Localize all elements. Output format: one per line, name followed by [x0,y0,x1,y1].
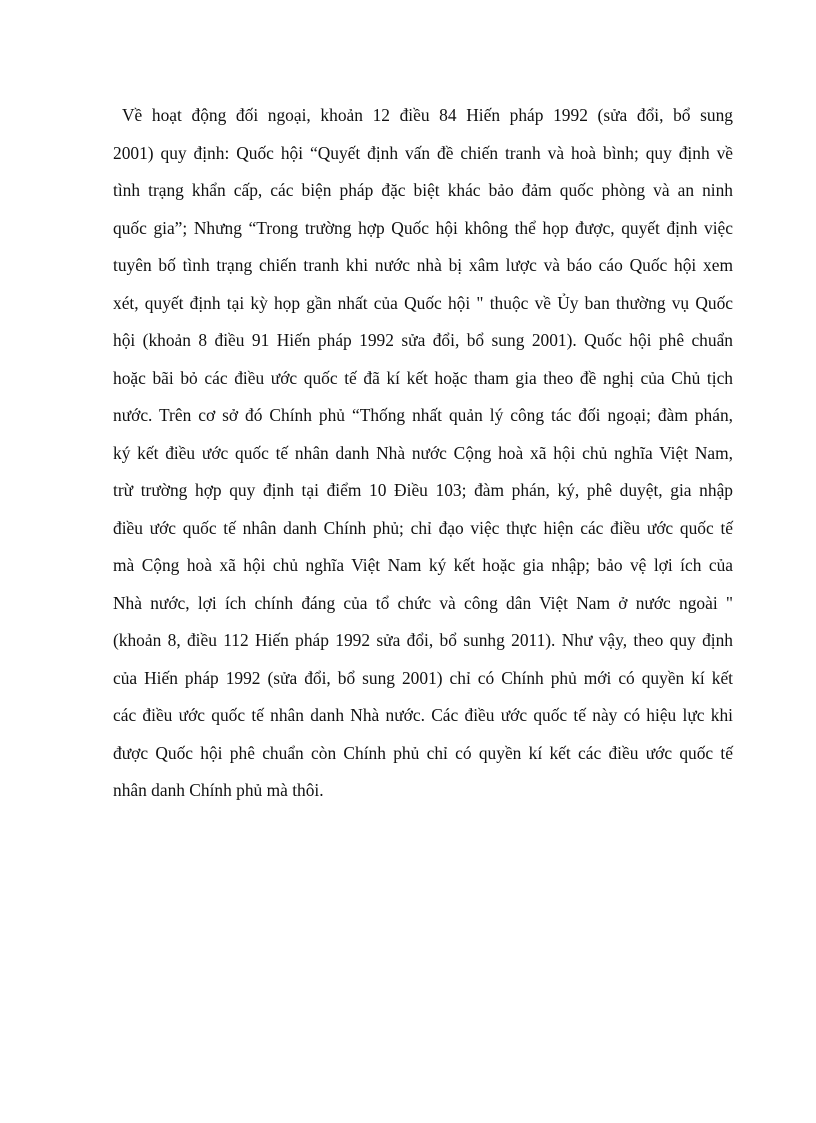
paragraph-line-17: các điều ước quốc tế nhân danh Nhà nước. Các điều ước quốc tế này có hiệu lực khi [113,705,733,725]
paragraph-line-19: nhân danh Chính phủ mà thôi. [113,780,324,800]
paragraph-line-11: trừ trường hợp quy định tại điểm 10 Điều 103; đàm phán, ký, phê duyệt, gia nhập [113,480,733,500]
paragraph-line-7: hội (khoản 8 điều 91 Hiến pháp 1992 sửa đổi, bổ sung 2001). Quốc hội phê chuẩn [113,330,733,350]
paragraph-line-8: hoặc bãi bỏ các điều ước quốc tế đã kí kết hoặc tham gia theo đề nghị của Chủ tịch [113,367,733,388]
paragraph-line-10: ký kết điều ước quốc tế nhân danh Nhà nước Cộng hoà xã hội chủ nghĩa Việt Nam, [113,442,733,463]
paragraph-line-9: nước. Trên cơ sở đó Chính phủ “Thống nhất quản lý công tác đối ngoại; đàm phán, [113,405,733,425]
paragraph-line-1: Về hoạt động đối ngoại, khoản 12 điều 84 Hiến pháp 1992 (sửa đổi, bổ sung [122,105,733,125]
paragraph-line-2: 2001) quy định: Quốc hội “Quyết định vấn đề chiến tranh và hoà bình; quy định về [113,142,733,163]
paragraph-line-4: quốc gia”; Nhưng “Trong trường hợp Quốc hội không thể họp được, quyết định việc [113,217,733,238]
paragraph-line-3: tình trạng khẩn cấp, các biện pháp đặc biệt khác bảo đảm quốc phòng và an ninh [113,180,733,200]
paragraph-line-14: Nhà nước, lợi ích chính đáng của tổ chức và công dân Việt Nam ở nước ngoài " [113,592,733,613]
paragraph [113,97,733,810]
paragraph-line-5: tuyên bố tình trạng chiến tranh khi nước nhà bị xâm lược và báo cáo Quốc hội xem [113,255,733,275]
paragraph-line-6: xét, quyết định tại kỳ họp gần nhất của Quốc hội " thuộc về Ủy ban thường vụ Quốc [113,292,733,313]
paragraph-line-15: (khoản 8, điều 112 Hiến pháp 1992 sửa đổi, bổ sunhg 2011). Như vậy, theo quy định [113,630,733,650]
paragraph-line-16: của Hiến pháp 1992 (sửa đổi, bổ sung 2001) chỉ có Chính phủ mới có quyền kí kết [113,667,733,688]
paragraph-line-12: điều ước quốc tế nhân danh Chính phủ; chỉ đạo việc thực hiện các điều ước quốc tế [113,517,733,538]
paragraph-line-13: mà Cộng hoà xã hội chủ nghĩa Việt Nam ký kết hoặc gia nhập; bảo vệ lợi ích của [113,555,733,575]
paragraph-line-18: được Quốc hội phê chuẩn còn Chính phủ chỉ có quyền kí kết các điều ước quốc tế [113,742,733,763]
